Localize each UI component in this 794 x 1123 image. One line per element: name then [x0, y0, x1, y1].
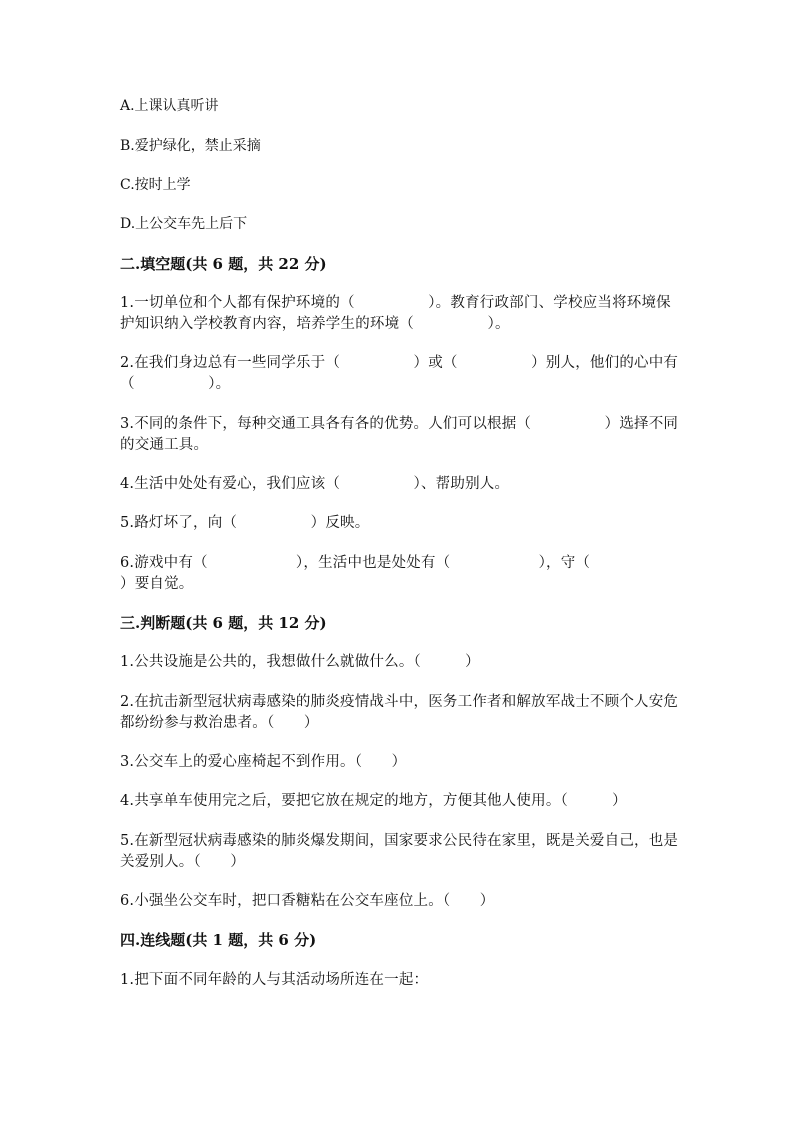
fill-blank-question-3: 3.不同的条件下，每种交通工具各有各的优势。人们可以根据（ ）选择不同的交通工具。 [120, 416, 679, 453]
true-false-question-6: 6.小强坐公交车时，把口香糖粘在公交车座位上。（ ） [120, 893, 495, 909]
option-c: C.按时上学 [120, 177, 191, 193]
true-false-question-1: 1.公共设施是公共的，我想做什么就做什么。（ ） [120, 654, 480, 670]
option-a: A.上课认真听讲 [120, 98, 219, 114]
section-heading-true-false: 三.判断题(共 6 题，共 12 分) [120, 614, 327, 632]
true-false-question-5: 5.在新型冠状病毒感染的肺炎爆发期间，国家要求公民待在家里，既是关爱自己，也是关爱别人。（ ） [120, 833, 679, 870]
option-d: D.上公交车先上后下 [120, 216, 248, 232]
true-false-question-2: 2.在抗击新型冠状病毒感染的肺炎疫情战斗中，医务工作者和解放军战士不顾个人安危都纷纷参与救治患者。（ ） [120, 694, 679, 731]
true-false-question-3: 3.公交车上的爱心座椅起不到作用。（ ） [120, 754, 407, 770]
section-heading-matching: 四.连线题(共 1 题，共 6 分) [120, 931, 317, 949]
true-false-question-4: 4.共享单车使用完之后，要把它放在规定的地方，方便其他人使用。（ ） [120, 793, 627, 809]
fill-blank-question-5: 5.路灯坏了，向（ ）反映。 [120, 515, 370, 531]
option-b: B.爱护绿化，禁止采摘 [120, 138, 261, 154]
fill-blank-question-1: 1.一切单位和个人都有保护环境的（ ）。教育行政部门、学校应当将环境保护知识纳入学校教育内容，培养学生的环境（ ）。 [120, 295, 671, 332]
fill-blank-question-6: 6.游戏中有（ ），生活中也是处处有（ ），守（ ）要自觉。 [120, 555, 679, 592]
fill-blank-question-2: 2.在我们身边总有一些同学乐于（ ）或（ ）别人，他们的心中有（ ）。 [120, 355, 679, 392]
matching-question-1: 1.把下面不同年龄的人与其活动场所连在一起： [120, 972, 429, 988]
fill-blank-question-4: 4.生活中处处有爱心，我们应该（ ）、帮助别人。 [120, 476, 510, 492]
section-heading-fill-blank: 二.填空题(共 6 题，共 22 分) [120, 255, 327, 273]
